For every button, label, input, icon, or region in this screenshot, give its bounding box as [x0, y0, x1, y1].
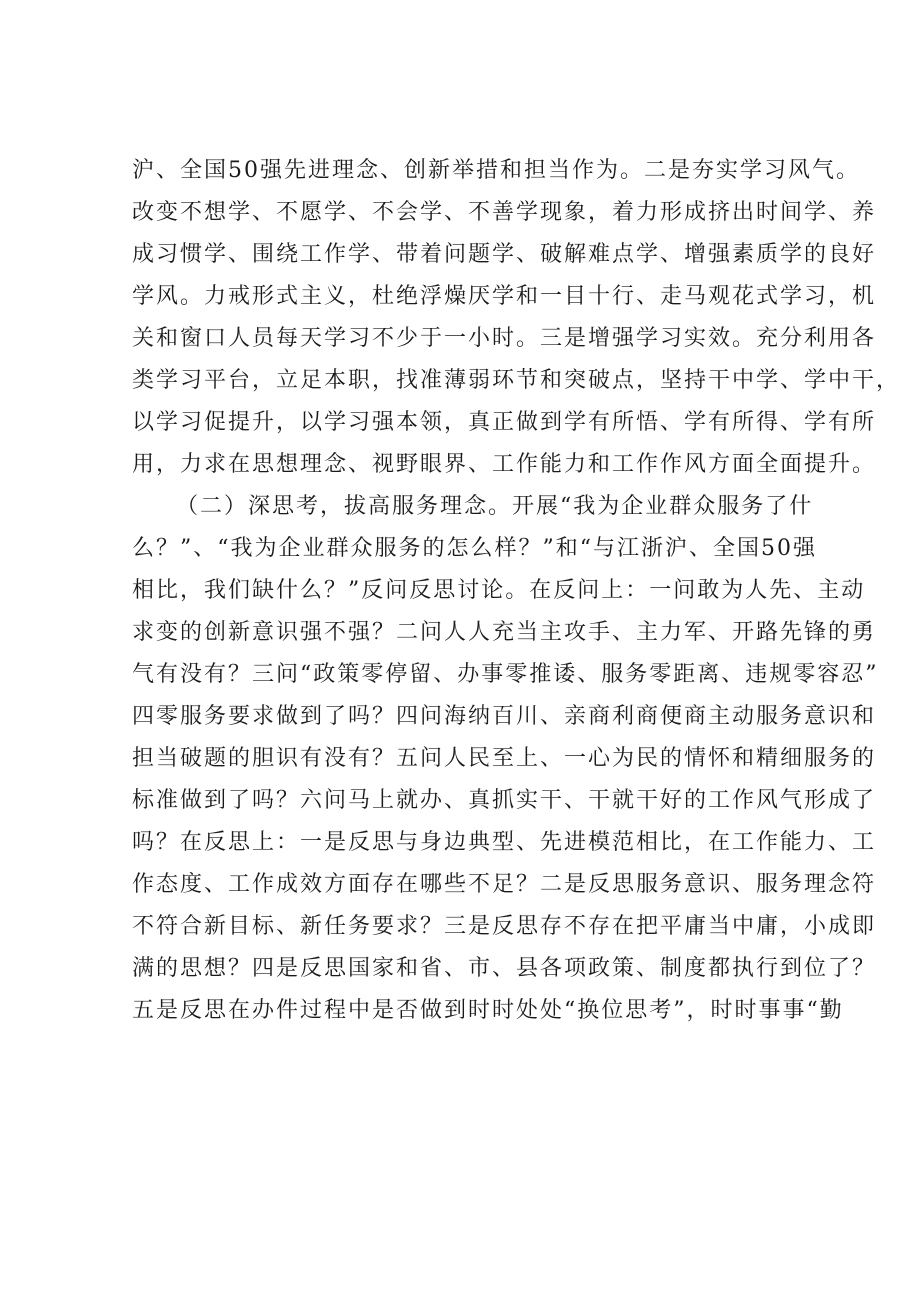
text-line: 气有没有？三问“政策零停留、办事零推诿、服务零距离、违规零容忍”	[132, 662, 879, 687]
text-line: 以学习促提升，以学习强本领，真正做到学有所悟、学有所得、学有所	[132, 410, 877, 435]
text-line: 相比，我们缺什么？”反问反思讨论。在反问上：一问敢为人先、主动	[132, 578, 866, 603]
text-line: 关和窗口人员每天学习不少于一小时。三是增强学习实效。充分利用各	[132, 326, 877, 351]
text-line: 沪、全国50强先进理念、创新举措和担当作为。二是夯实学习风气。	[132, 158, 860, 183]
text-line: 四零服务要求做到了吗？四问海纳百川、亲商利商便商主动服务意识和	[132, 704, 877, 729]
section-heading-line: （二）深思考，拔高服务理念。开展“我为企业群众服务了什	[176, 494, 814, 519]
text-line: 学风。力戒形式主义，杜绝浮燥厌学和一目十行、走马观花式学习，机	[132, 284, 877, 309]
text-line: 五是反思在办件过程中是否做到时时处处“换位思考”，时时事事“勤	[132, 998, 844, 1023]
text-line: 不符合新目标、新任务要求？三是反思存不存在把平庸当中庸，小成即	[132, 914, 877, 939]
text-line: 吗？在反思上：一是反思与身边典型、先进模范相比，在工作能力、工	[132, 830, 877, 855]
text-line: 满的思想？四是反思国家和省、市、县各项政策、制度都执行到位了？	[132, 956, 877, 981]
text-line: 用，力求在思想理念、视野眼界、工作能力和工作作风方面全面提升。	[132, 452, 877, 477]
text-line: 求变的创新意识强不强？二问人人充当主攻手、主力军、开路先锋的勇	[132, 620, 877, 645]
text-line: 成习惯学、围绕工作学、带着问题学、破解难点学、增强素质学的良好	[132, 242, 877, 267]
text-line: 么？”、“我为企业群众服务的怎么样？”和“与江浙沪、全国50强	[132, 536, 817, 561]
text-line: 作态度、工作成效方面存在哪些不足？二是反思服务意识、服务理念符	[132, 872, 877, 897]
body-text	[132, 150, 901, 1032]
text-line: 改变不想学、不愿学、不会学、不善学现象，着力形成挤出时间学、养	[132, 200, 877, 225]
text-line: 标准做到了吗？六问马上就办、真抓实干、干就干好的工作风气形成了	[132, 788, 877, 813]
text-line: 担当破题的胆识有没有？五问人民至上、一心为民的情怀和精细服务的	[132, 746, 877, 771]
text-line: 类学习平台，立足本职，找准薄弱环节和突破点，坚持干中学、学中干，	[132, 368, 901, 393]
